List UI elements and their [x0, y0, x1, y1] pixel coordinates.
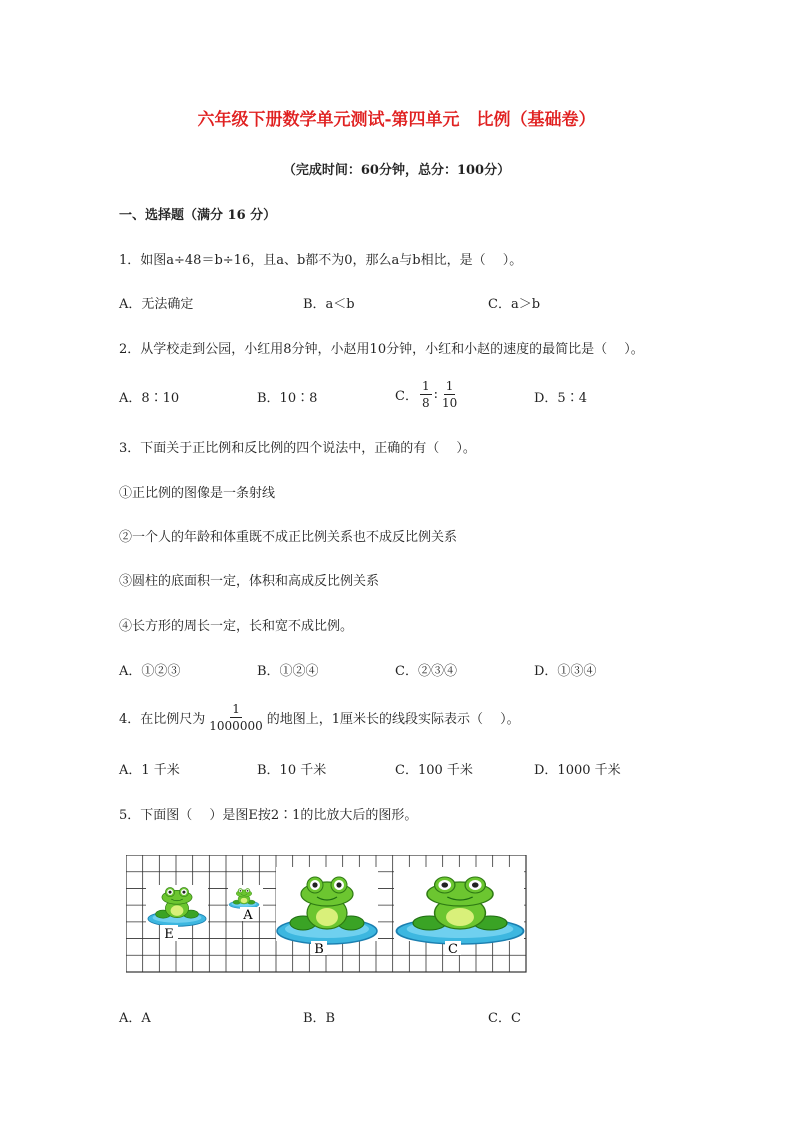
- scale-fraction: [207, 703, 264, 732]
- ratio-colon: :: [433, 386, 438, 402]
- question-3-statement-2: ②一个人的年龄和体重既不成正比例关系也不成反比例关系: [119, 530, 458, 545]
- question-4-stem-post: 的地图上，1厘米长的线段实际表示（ ）。: [266, 711, 520, 727]
- grid-figure: [126, 855, 528, 975]
- fraction-one-tenth: [440, 380, 459, 409]
- question-1-option-a[interactable]: A．无法确定: [119, 297, 194, 312]
- fraction-denominator: 10: [441, 395, 458, 410]
- question-3-statement-3: ③圆柱的底面积一定，体积和高成反比例关系: [119, 574, 380, 589]
- question-1-option-b[interactable]: B．a＜b: [303, 297, 355, 312]
- question-5-option-a[interactable]: A．A: [119, 1011, 151, 1026]
- question-5-stem: 5．下面图（ ）是图E按2∶1的比放大后的图形。: [119, 808, 418, 823]
- question-2-stem: 2．从学校走到公园，小红用8分钟，小赵用10分钟，小红和小赵的速度的最简比是（ ）。: [119, 342, 644, 357]
- fraction-denominator: 8: [421, 395, 430, 410]
- question-1-option-c[interactable]: C．a＞b: [488, 297, 541, 312]
- question-4-option-a[interactable]: A．1 千米: [119, 763, 180, 778]
- question-4-option-b[interactable]: B．10 千米: [257, 763, 327, 778]
- section-heading: 一、选择题（满分 16 分）: [119, 208, 277, 223]
- fraction-one-eighth: [420, 380, 432, 409]
- question-5-option-c[interactable]: C．C: [488, 1011, 521, 1026]
- question-3-option-d[interactable]: D．①③④: [534, 664, 597, 679]
- question-3-stem: 3．下面关于正比例和反比例的四个说法中，正确的有（ ）。: [119, 441, 476, 456]
- question-3-option-a[interactable]: A．①②③: [119, 664, 181, 679]
- fraction-numerator: 1: [445, 378, 454, 393]
- question-3-statement-4: ④长方形的周长一定，长和宽不成比例。: [119, 619, 354, 634]
- figure-label-a: A: [243, 908, 253, 923]
- question-2-option-c[interactable]: [395, 377, 461, 411]
- fraction-numerator: 1: [421, 378, 430, 393]
- question-2-option-b[interactable]: B．10∶8: [257, 391, 318, 406]
- figure-label-e: E: [164, 927, 174, 942]
- question-4-stem: [119, 699, 520, 735]
- question-3-option-c[interactable]: C．②③④: [395, 664, 457, 679]
- figure-label-c: C: [448, 942, 458, 957]
- question-3-statement-1: ①正比例的图像是一条射线: [119, 486, 276, 501]
- question-4-option-d[interactable]: D．1000 千米: [534, 763, 621, 778]
- fraction-numerator: 1: [232, 701, 240, 716]
- page-title: 六年级下册数学单元测试-第四单元 比例（基础卷）: [197, 110, 596, 130]
- question-4-option-c[interactable]: C．100 千米: [395, 763, 473, 778]
- question-2-option-d[interactable]: D．5∶4: [534, 391, 587, 406]
- question-5-option-b[interactable]: B．B: [303, 1011, 336, 1026]
- fraction-denominator: 1000000: [209, 718, 263, 733]
- option-c-label: C．: [395, 388, 418, 404]
- question-2-option-a[interactable]: A．8∶10: [119, 391, 180, 406]
- question-3-option-b[interactable]: B．①②④: [257, 664, 319, 679]
- exam-info: （完成时间：60分钟，总分：100分）: [282, 163, 511, 178]
- figure-label-b: B: [314, 942, 324, 957]
- question-4-stem-pre: 4．在比例尺为: [119, 711, 206, 727]
- question-1-stem: 1．如图a÷48＝b÷16，且a、b都不为0，那么a与b相比，是（ ）。: [119, 253, 523, 268]
